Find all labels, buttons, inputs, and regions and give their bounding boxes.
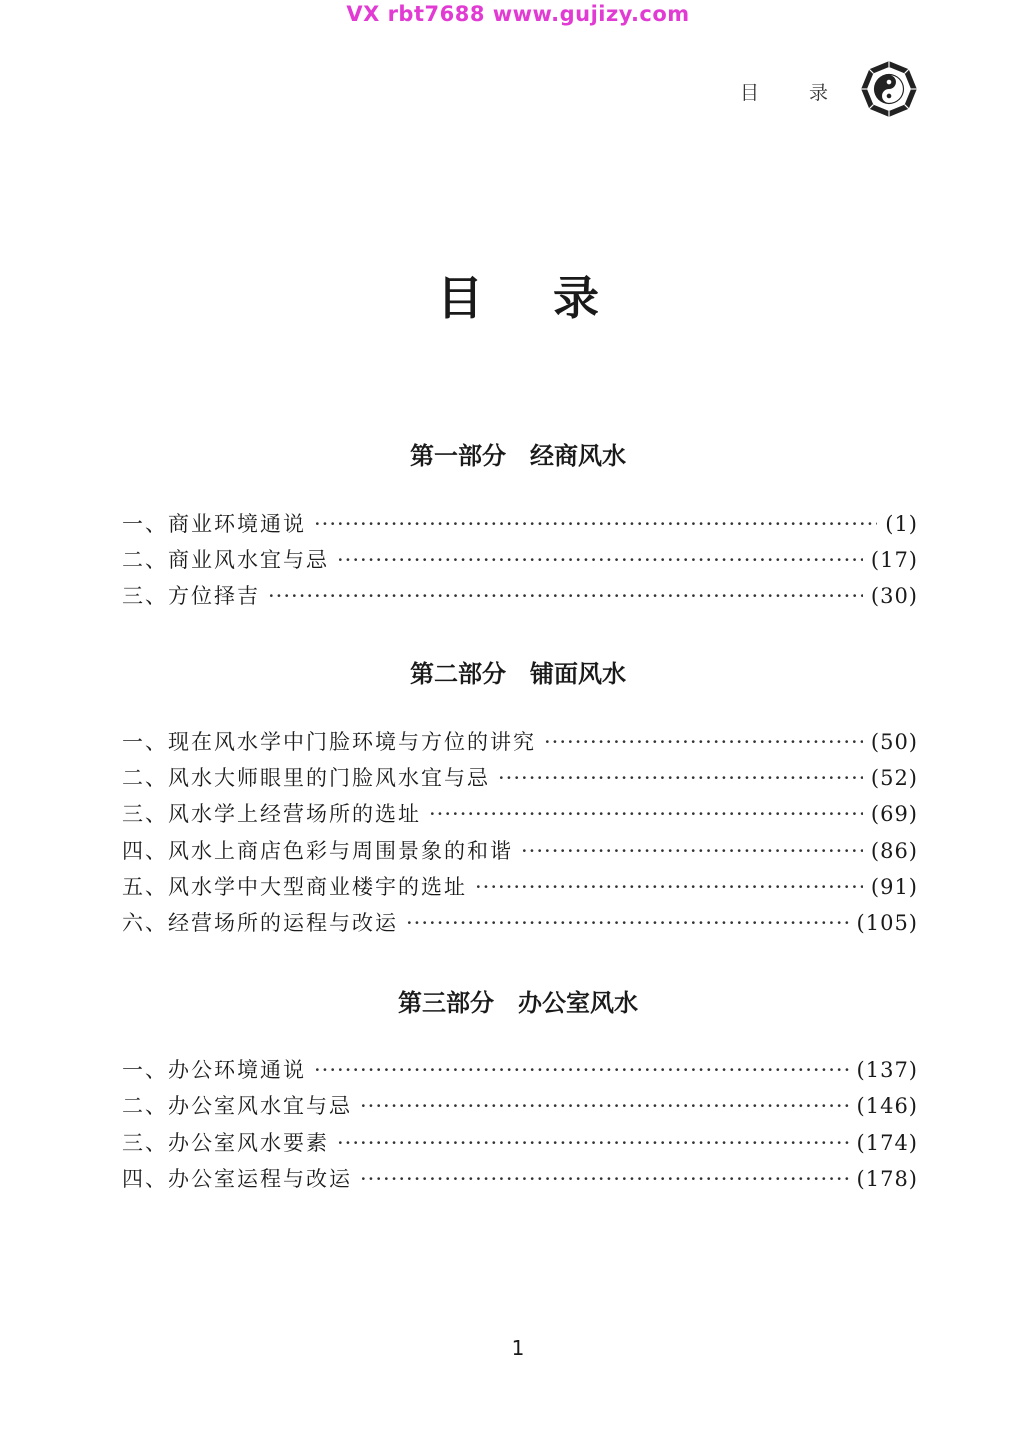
toc-entry[interactable] bbox=[122, 508, 918, 538]
toc-entry[interactable] bbox=[122, 835, 918, 865]
toc-entry-page: (105) bbox=[856, 911, 918, 935]
toc-entry[interactable] bbox=[122, 1127, 918, 1157]
toc-entry-page: (174) bbox=[856, 1131, 918, 1155]
toc-entry-page: (146) bbox=[856, 1094, 918, 1118]
toc-entry-page: (86) bbox=[870, 839, 918, 863]
toc-entry[interactable] bbox=[122, 762, 918, 792]
toc-entry-page: (50) bbox=[870, 730, 918, 754]
dot-leader bbox=[406, 911, 849, 935]
toc-entry-title: 一、现在风水学中门脸环境与方位的讲究 bbox=[122, 730, 536, 754]
dot-leader bbox=[268, 584, 863, 608]
dot-leader bbox=[498, 766, 863, 790]
toc-entry-title: 一、商业环境通说 bbox=[122, 512, 306, 536]
dot-leader bbox=[337, 1131, 849, 1155]
page-title: 目录 bbox=[437, 271, 669, 325]
toc-entry-page: (178) bbox=[856, 1167, 918, 1191]
section-heading-3: 第三部分 办公室风水 bbox=[398, 988, 638, 1017]
dot-leader bbox=[521, 839, 863, 863]
dot-leader bbox=[337, 548, 863, 572]
toc-entry-title: 五、风水学中大型商业楼宇的选址 bbox=[122, 875, 467, 899]
dot-leader bbox=[544, 730, 863, 754]
toc-entry-page: (137) bbox=[856, 1058, 918, 1082]
section-heading-2: 第二部分 铺面风水 bbox=[410, 659, 626, 688]
dot-leader bbox=[314, 512, 877, 536]
toc-entry-title: 一、办公环境通说 bbox=[122, 1058, 306, 1082]
toc-entry-page: (91) bbox=[870, 875, 918, 899]
dot-leader bbox=[429, 802, 863, 826]
toc-entry-title: 二、办公室风水宜与忌 bbox=[122, 1094, 352, 1118]
section-heading-1: 第一部分 经商风水 bbox=[410, 441, 626, 470]
toc-entry[interactable] bbox=[122, 1163, 918, 1193]
toc-entry[interactable] bbox=[122, 907, 918, 937]
dot-leader bbox=[475, 875, 863, 899]
running-header-char-1: 目 bbox=[740, 82, 760, 104]
toc-entry-title: 六、经营场所的运程与改运 bbox=[122, 911, 398, 935]
toc-entry[interactable] bbox=[122, 871, 918, 901]
bagua-yin-yang-icon bbox=[860, 60, 918, 118]
toc-entry-page: (30) bbox=[870, 584, 918, 608]
watermark: VX rbt7688 www.gujizy.com bbox=[346, 2, 690, 26]
running-header bbox=[740, 78, 828, 105]
page-number: 1 bbox=[511, 1336, 525, 1360]
toc-entry[interactable] bbox=[122, 798, 918, 828]
toc-entry-title: 四、风水上商店色彩与周围景象的和谐 bbox=[122, 839, 513, 863]
toc-entry-title: 二、风水大师眼里的门脸风水宜与忌 bbox=[122, 766, 490, 790]
toc-entry-title: 三、风水学上经营场所的选址 bbox=[122, 802, 421, 826]
toc-entry-title: 二、商业风水宜与忌 bbox=[122, 548, 329, 572]
toc-entry-page: (17) bbox=[870, 548, 918, 572]
toc-entry-page: (52) bbox=[870, 766, 918, 790]
toc-entry[interactable] bbox=[122, 544, 918, 574]
toc-entry-page: (69) bbox=[870, 802, 918, 826]
toc-entry[interactable] bbox=[122, 1054, 918, 1084]
running-header-char-2: 录 bbox=[809, 82, 829, 104]
dot-leader bbox=[314, 1058, 849, 1082]
toc-entry-page: (1) bbox=[885, 512, 918, 536]
dot-leader bbox=[360, 1094, 849, 1118]
toc-entry-title: 三、方位择吉 bbox=[122, 584, 260, 608]
toc-entry-title: 三、办公室风水要素 bbox=[122, 1131, 329, 1155]
toc-entry[interactable] bbox=[122, 726, 918, 756]
toc-entry-title: 四、办公室运程与改运 bbox=[122, 1167, 352, 1191]
dot-leader bbox=[360, 1167, 849, 1191]
toc-entry[interactable] bbox=[122, 580, 918, 610]
toc-entry[interactable] bbox=[122, 1090, 918, 1120]
